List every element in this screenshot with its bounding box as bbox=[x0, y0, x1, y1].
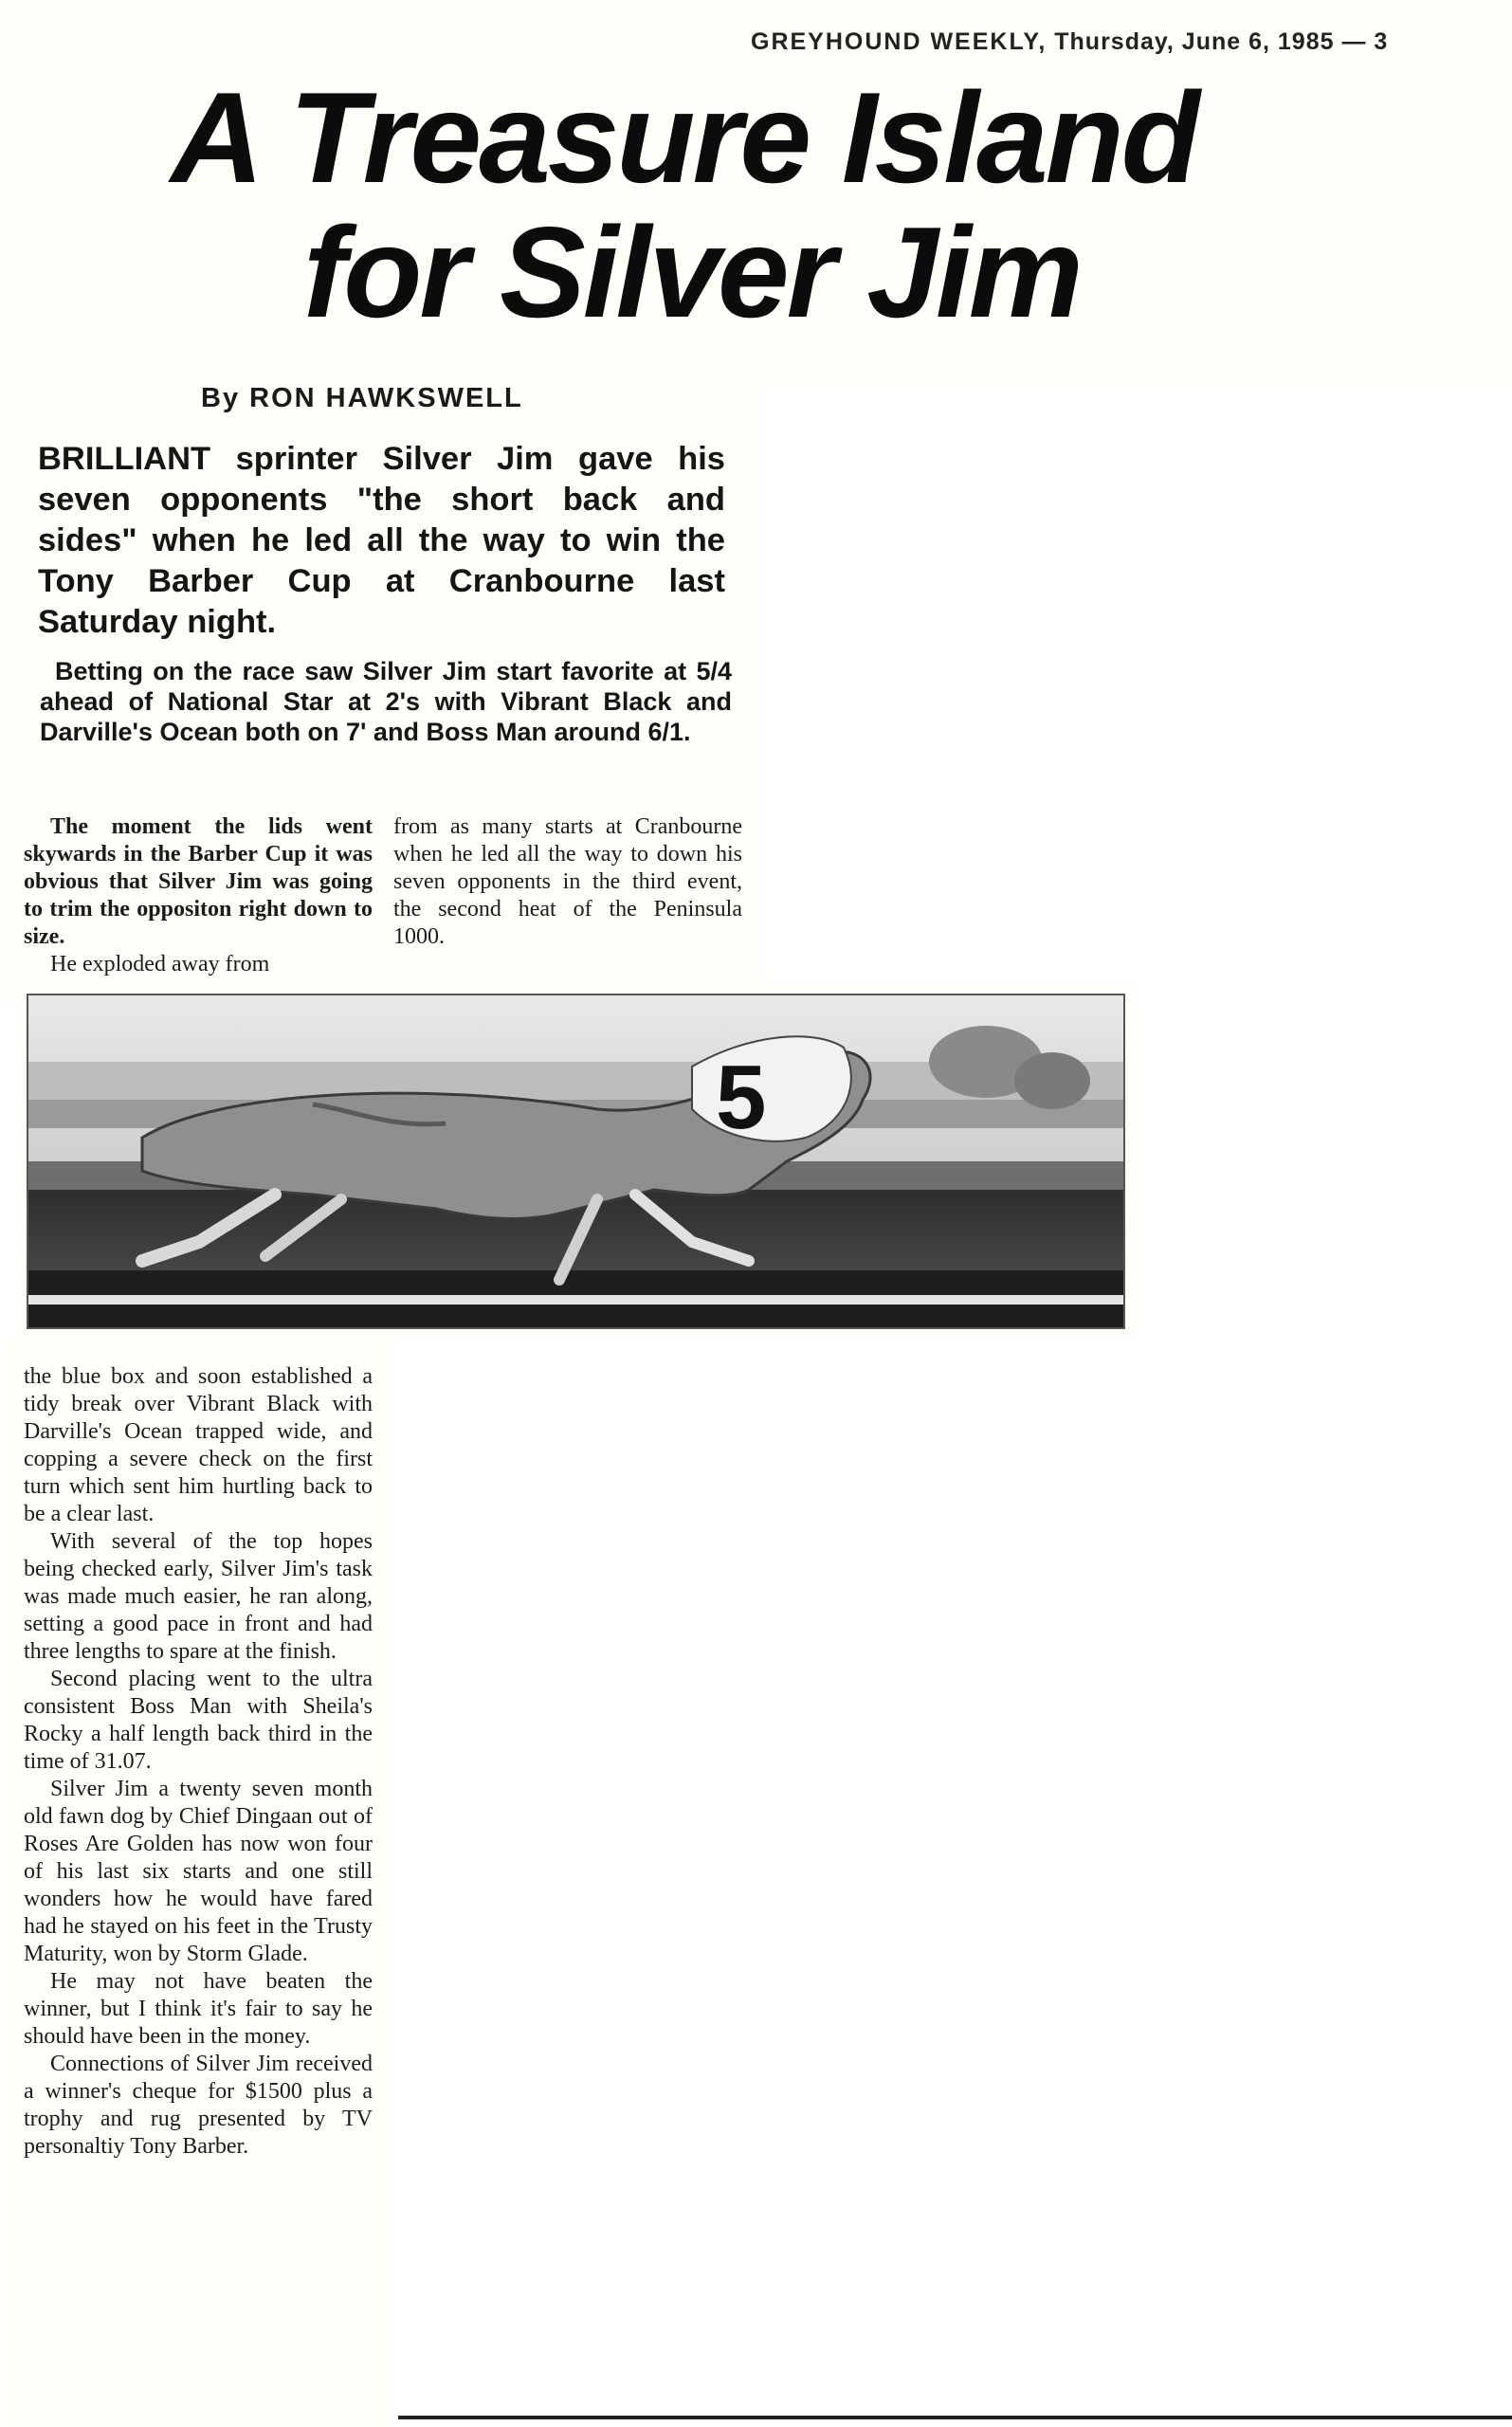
column-c-paragraph: Connections of Silver Jim received a winner's cheque for $1500 plus a trophy and rug presented by TV personaltiy Tony Barber. bbox=[24, 2052, 373, 2159]
column-b bbox=[393, 813, 742, 951]
column-a-paragraph: The moment the lids went skywards in the Barber Cup it was obvious that Silver Jim was going to trim the oppositon right down to size. bbox=[24, 814, 373, 949]
column-c-paragraph: Silver Jim a twenty seven month old fawn dog by Chief Dingaan out of Roses Are Golden has now won four of his last six starts and one still wonders how he would have fared had he stayed on his feet in the Trusty Maturity, won by Storm Glade. bbox=[24, 1777, 373, 1966]
publication-name: GREYHOUND WEEKLY, bbox=[751, 28, 1047, 55]
column-c-paragraph: He may not have beaten the winner, but I think it's fair to say he should have been in the money. bbox=[24, 1969, 373, 2049]
headline-line-1: A Treasure Island bbox=[171, 65, 1197, 210]
column-a bbox=[24, 813, 373, 978]
column-b-paragraph: from as many starts at Cranbourne when he led all the way to down his seven opponents in the third event, the second heat of the Peninsula 1000. bbox=[393, 814, 742, 949]
lede-paragraph: BRILLIANT sprinter Silver Jim gave his seven opponents "the short back and sides" when he led all the way to win the Tony Barber Cup at Cranbourne last Saturday night. bbox=[38, 441, 725, 640]
column-a-paragraph: He exploded away from bbox=[50, 952, 270, 976]
subhead-paragraph: Betting on the race saw Silver Jim start favorite at 5/4 ahead of National Star at 2's with Vibrant Black and Darville's Ocean both on 7' and Boss Man around 6/1. bbox=[40, 657, 732, 746]
column-c bbox=[24, 1363, 373, 2161]
page-header bbox=[751, 28, 1388, 56]
race-photo bbox=[27, 994, 1125, 1329]
publication-date: Thursday, June 6, 1985 bbox=[1054, 28, 1335, 55]
column-c-paragraph: the blue box and soon established a tidy break over Vibrant Black with Darville's Ocean trapped wide, and copping a severe check on the first turn which sent him hurtling back to be a clear last. bbox=[24, 1364, 373, 1526]
page-number: — 3 bbox=[1341, 28, 1389, 55]
saddle-number: 5 bbox=[716, 1047, 767, 1148]
blank-area bbox=[763, 387, 1512, 984]
byline: By RON HAWKSWELL bbox=[201, 383, 523, 413]
column-c-paragraph: Second placing went to the ultra consistent Boss Man with Sheila's Rocky a half length back third in the time of 31.07. bbox=[24, 1667, 373, 1774]
greyhound-photo-icon bbox=[28, 995, 1123, 1327]
column-c-paragraph: With several of the top hopes being checked early, Silver Jim's task was made much easier, he ran along, setting a good pace in front and had three lengths to spare at the finish. bbox=[24, 1529, 373, 1664]
headline-line-2: for Silver Jim bbox=[303, 200, 1081, 344]
bottom-rule bbox=[398, 2416, 1512, 2419]
